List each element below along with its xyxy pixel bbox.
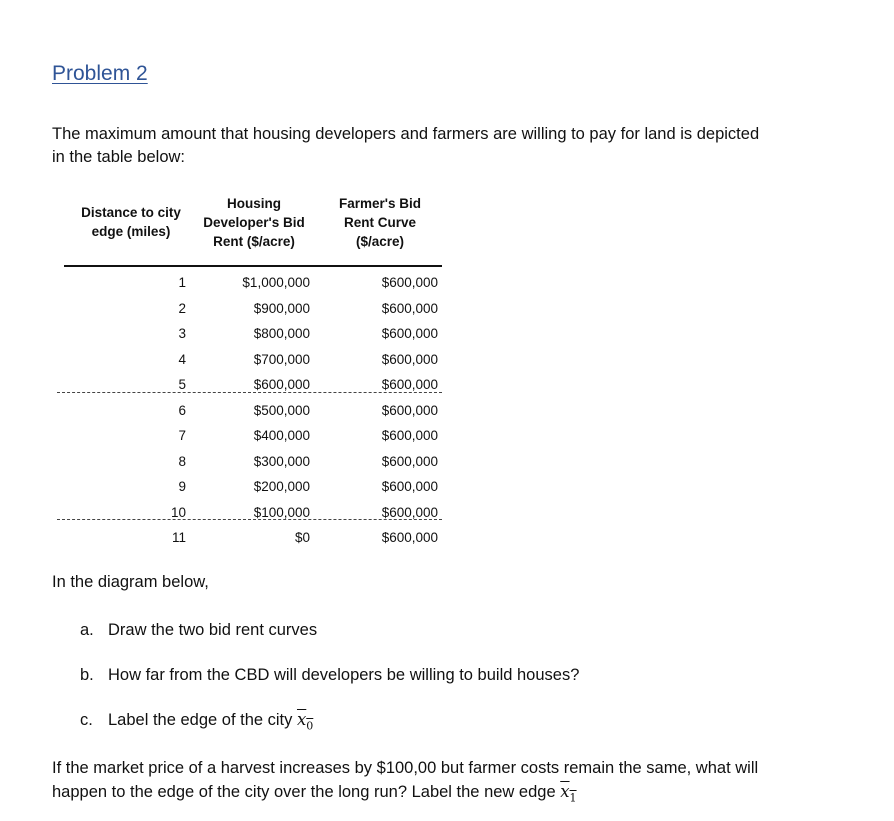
cell-farmer-bid: $600,000 [381, 377, 438, 392]
followup-question [52, 757, 792, 809]
cell-farmer-bid: $600,000 [381, 351, 438, 367]
dashed-guide-row-10 [57, 519, 442, 520]
cell-housing-bid: $100,000 [253, 504, 310, 520]
header-distance-line: Distance to city [81, 205, 181, 220]
question-a [80, 619, 317, 641]
header-housing-line: Rent ($/acre) [213, 234, 295, 249]
header-housing-line: Developer's Bid [203, 215, 305, 230]
cell-housing-bid: $700,000 [253, 351, 310, 367]
cell-distance: 6 [178, 402, 186, 418]
cell-housing-bid: $800,000 [253, 326, 310, 341]
diagram-intro: In the diagram below, [52, 573, 209, 591]
cell-distance: 2 [178, 300, 186, 316]
cell-farmer-bid: $600,000 [381, 275, 438, 290]
question-text: How far from the CBD will developers be willing to build houses? [108, 666, 580, 684]
page-title: Problem 2 [52, 62, 148, 85]
city-edge-symbol-x1: $x_1$ [560, 782, 577, 805]
header-housing [192, 194, 316, 251]
cell-farmer-bid: $600,000 [381, 530, 438, 545]
cell-distance: 8 [178, 453, 186, 469]
cell-housing-bid: $400,000 [253, 428, 310, 443]
cell-distance: 7 [178, 428, 186, 443]
cell-farmer-bid: $600,000 [381, 326, 438, 341]
table-header-rule [64, 265, 442, 267]
cell-distance: 11 [171, 530, 186, 545]
city-edge-symbol-x0: $x_0$ [296, 710, 314, 733]
cell-farmer-bid: $600,000 [381, 479, 438, 494]
cell-housing-bid: $1,000,000 [242, 275, 310, 290]
cell-housing-bid: $900,000 [253, 300, 310, 316]
cell-housing-bid: $200,000 [253, 479, 310, 494]
cell-distance: 4 [178, 351, 186, 367]
question-label: c. [80, 711, 93, 729]
cell-distance: 10 [170, 504, 186, 520]
dashed-guide-row-5 [57, 392, 442, 393]
cell-housing-bid: $500,000 [253, 402, 310, 418]
header-distance-line: edge (miles) [91, 224, 171, 239]
cell-farmer-bid: $600,000 [381, 428, 438, 443]
question-text: Label the edge of the city [108, 711, 293, 729]
cell-farmer-bid: $600,000 [381, 504, 438, 520]
followup-text: If the market price of a harvest increases by $100,00 but farmer costs remain the same, what will happen to the edge of the city over the long run? Label the new edge [52, 759, 759, 801]
cell-housing-bid: $600,000 [253, 377, 310, 392]
header-housing-line: Housing [227, 196, 281, 211]
cell-housing-bid: $300,000 [253, 453, 310, 469]
header-farmer-line: Farmer's Bid [339, 196, 421, 211]
header-farmer-line: ($/acre) [355, 234, 405, 249]
cell-distance: 1 [178, 275, 186, 290]
question-c [80, 709, 313, 737]
cell-housing-bid: $0 [294, 530, 310, 545]
question-text: Draw the two bid rent curves [108, 621, 318, 639]
question-b [80, 664, 579, 686]
cell-farmer-bid: $600,000 [381, 300, 438, 316]
intro-paragraph: The maximum amount that housing developers and farmers are willing to pay for land is depicted in the table below: [52, 125, 760, 166]
cell-distance: 9 [178, 479, 186, 494]
cell-farmer-bid: $600,000 [381, 453, 438, 469]
cell-distance: 5 [178, 377, 186, 392]
cell-farmer-bid: $600,000 [381, 402, 438, 418]
header-distance [66, 203, 196, 241]
question-label: b. [80, 666, 94, 684]
header-farmer-line: Rent Curve [343, 215, 416, 230]
cell-distance: 3 [178, 326, 186, 341]
question-label: a. [80, 621, 94, 639]
header-farmer [328, 194, 432, 251]
